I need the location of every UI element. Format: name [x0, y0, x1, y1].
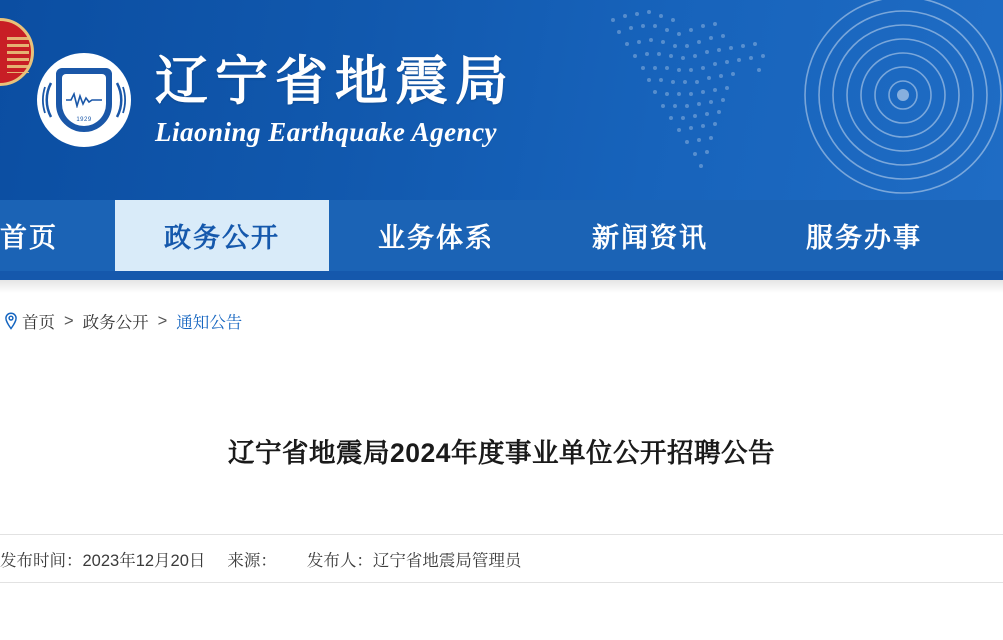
- article-title: 辽宁省地震局2024年度事业单位公开招聘公告: [228, 438, 775, 468]
- breadcrumb-item-government-affairs[interactable]: 政务公开: [82, 314, 149, 332]
- publish-time-label: 发布时间：: [0, 551, 83, 570]
- agency-logo: [37, 53, 131, 147]
- breadcrumb-separator-1: >: [64, 311, 74, 330]
- meta-divider-bottom: [0, 582, 1003, 583]
- site-title-cn: 辽宁省地震局: [155, 52, 515, 112]
- article-header: [0, 349, 1003, 472]
- nav-item-government-affairs-label: 政务公开: [164, 223, 280, 253]
- article-meta-bar: [0, 535, 1003, 582]
- nav-item-services-label: 服务办事: [806, 223, 922, 253]
- nav-item-home-label: 首页: [0, 223, 58, 253]
- breadcrumb-item-home[interactable]: 首页: [22, 314, 55, 332]
- author-label: 发布人：: [306, 551, 373, 570]
- source-label: 来源：: [227, 551, 277, 570]
- nav-item-services[interactable]: [757, 200, 971, 271]
- site-banner: [0, 0, 1003, 200]
- location-pin-icon: [0, 310, 22, 332]
- nav-item-business-system-label: 业务体系: [378, 223, 494, 253]
- nav-item-business-system[interactable]: [329, 200, 543, 271]
- nav-item-home[interactable]: [0, 200, 115, 271]
- author-value: 辽宁省地震局管理员: [372, 551, 522, 570]
- nav-item-news[interactable]: [543, 200, 757, 271]
- nav-shadow: [0, 280, 1003, 293]
- site-title-block: [155, 52, 515, 148]
- publish-time-value: 2023年12月20日: [82, 551, 206, 570]
- logo-shield-icon: [56, 68, 112, 132]
- seismograph-wave-icon: [66, 92, 102, 108]
- main-navigation[interactable]: [0, 200, 1003, 271]
- nav-item-news-label: 新闻资讯: [592, 223, 708, 253]
- breadcrumb: [0, 293, 1003, 349]
- nav-bottom-accent: [0, 271, 1003, 280]
- nav-item-government-affairs[interactable]: [115, 200, 329, 271]
- logo-year: 1929: [76, 117, 92, 123]
- breadcrumb-separator-2: >: [157, 311, 168, 330]
- site-title-en: Liaoning Earthquake Agency: [155, 116, 498, 147]
- breadcrumb-item-announcements[interactable]: 通知公告: [176, 314, 243, 332]
